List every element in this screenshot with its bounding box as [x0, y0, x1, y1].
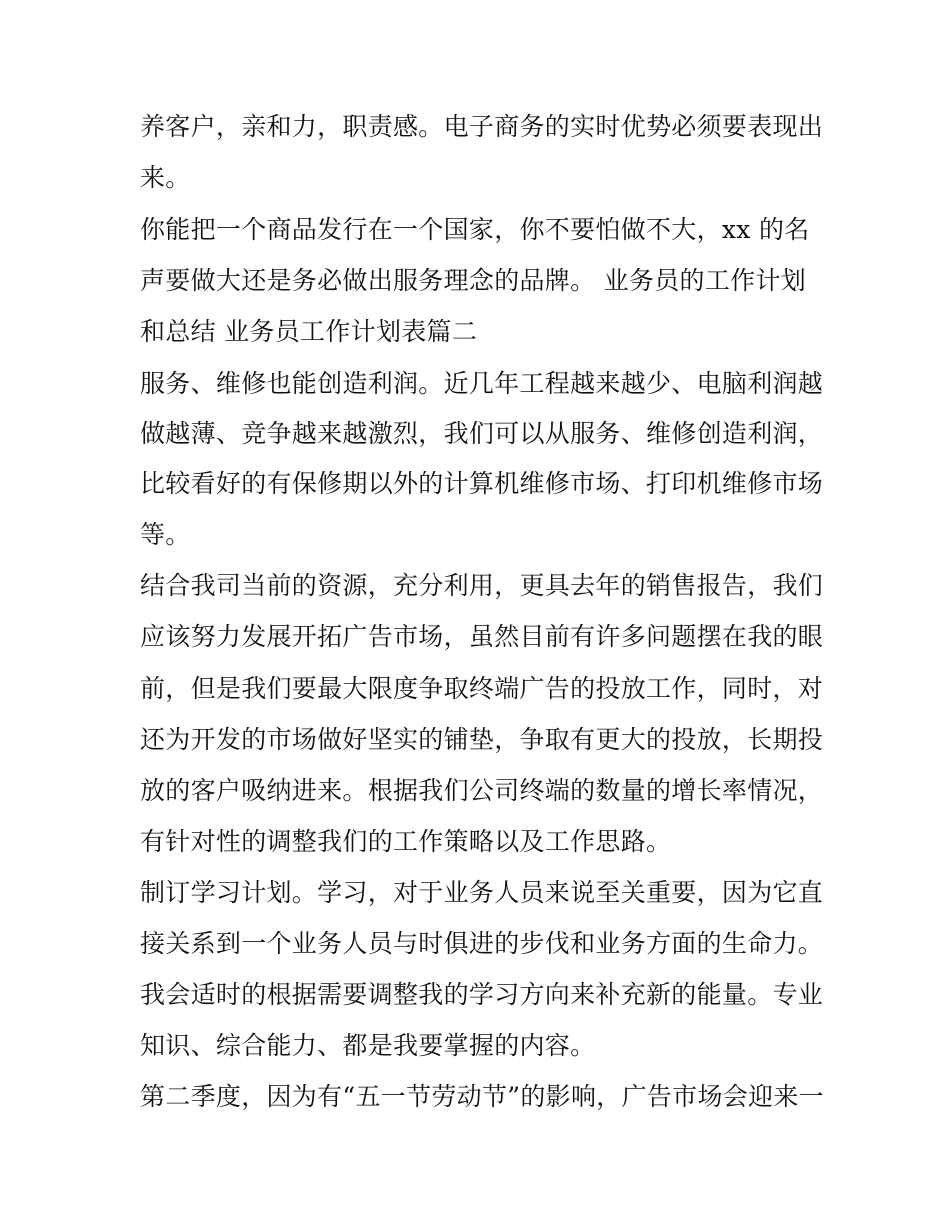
text-line: 比较看好的有保修期以外的计算机维修市场、打印机维修市场 — [140, 469, 824, 498]
text-line: 结合我司当前的资源，充分利用，更具去年的销售报告，我们 — [140, 571, 824, 600]
text-line: 制订学习计划。学习，对于业务人员来说至关重要，因为它直 — [140, 878, 824, 907]
text-line: 来。 — [140, 163, 191, 192]
text-line: 接关系到一个业务人员与时俱进的步伐和业务方面的生命力。 — [140, 929, 824, 958]
text-line: 知识、综合能力、都是我要掌握的内容。 — [140, 1031, 596, 1060]
text-line: 养客户，亲和力，职责感。电子商务的实时优势必须要表现出 — [140, 112, 824, 141]
text-line: 你能把一个商品发行在一个国家，你不要怕做不大，xx 的名 — [140, 215, 810, 244]
text-line: 有针对性的调整我们的工作策略以及工作思路。 — [140, 827, 672, 856]
text-line: 放的客户吸纳进来。根据我们公司终端的数量的增长率情况， — [140, 776, 824, 805]
text-line: 第二季度，因为有“五一节劳动节”的影响，广告市场会迎来一 — [140, 1082, 824, 1111]
text-line: 前，但是我们要最大限度争取终端广告的投放工作，同时，对 — [140, 674, 824, 703]
text-line: 应该努力发展开拓广告市场，虽然目前有许多问题摆在我的眼 — [140, 622, 824, 651]
text-line: 还为开发的市场做好坚实的铺垫，争取有更大的投放，长期投 — [140, 725, 824, 754]
text-line: 服务、维修也能创造利润。近几年工程越来越少、电脑利润越 — [140, 369, 824, 398]
text-line: 声要做大还是务必做出服务理念的品牌。 业务员的工作计划 — [140, 266, 807, 295]
text-line: 和总结 业务员工作计划表篇二 — [140, 317, 478, 346]
text-line: 我会适时的根据需要调整我的学习方向来补充新的能量。专业 — [140, 980, 824, 1009]
text-line: 做越薄、竞争越来越激烈，我们可以从服务、维修创造利润， — [140, 419, 824, 448]
text-line: 等。 — [140, 520, 191, 549]
